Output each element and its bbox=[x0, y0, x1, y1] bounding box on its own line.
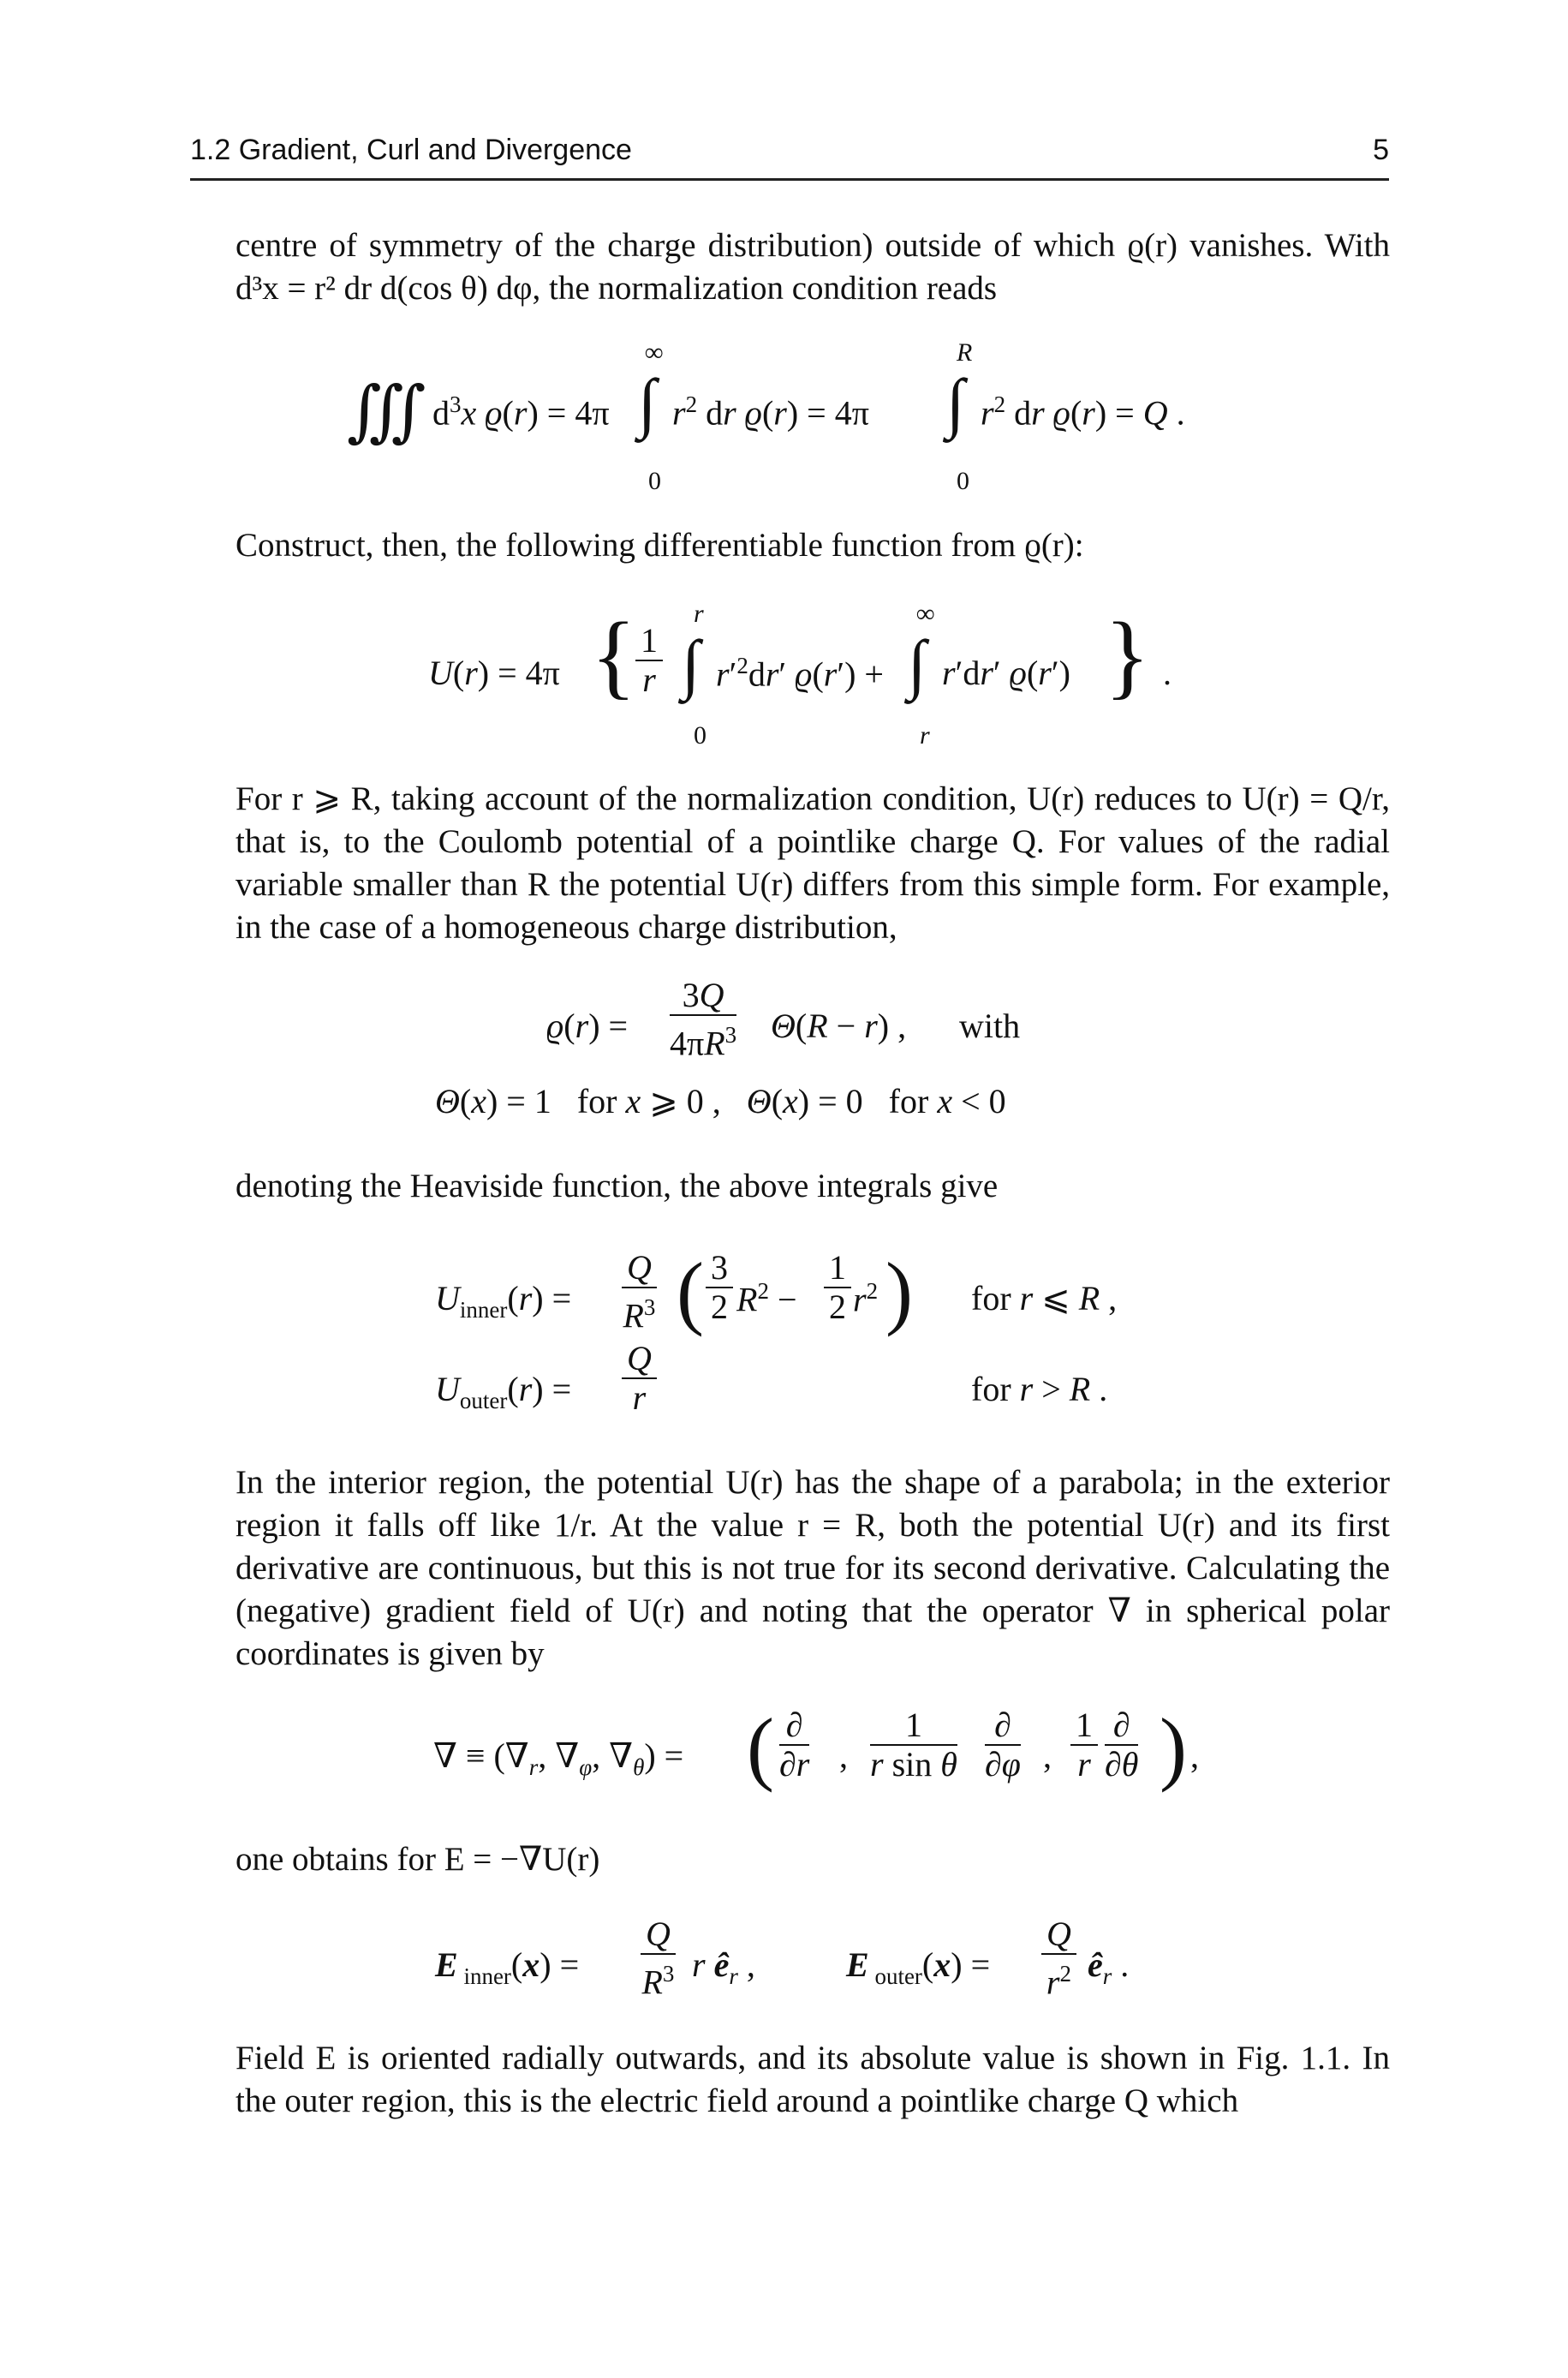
equation-potential: U(r) = 4π { $\frac{1}{r}$ r ∫ 0 $r'^2dr'$ ϱ(r′) + ∞ ∫ r r′dr′ ϱ(r′) } . bbox=[428, 600, 1172, 750]
equation-field: E $_{inner}$(x) = $\frac{Q}{R^3}$ r $ê_r$ , E $_{outer}$(x) = $\frac{Q}{r^2}$ $ê_r$ . bbox=[435, 1915, 1130, 2002]
equation-heaviside: Θ(x) = 1 for x ⩾ 0 , Θ(x) = 0 for x < 0 bbox=[435, 1082, 1006, 1120]
paragraph-7: Field E is oriented radially outwards, and its absolute value is shown in Fig. 1.1. In the outer region, this is the electric field around a pointlike charge Q which bbox=[235, 2040, 1390, 2119]
paragraph-3: For r ⩾ R, taking account of the normalization condition, U(r) reduces to U(r) = Q/r, that is, to the Coulomb potential of a pointlike charge Q. For values of the radial variable smaller than R the potential U(r) differs from this simple form. For example, in the case of a homogeneous charge distribution, bbox=[235, 780, 1390, 946]
section-title: 1.2 Gradient, Curl and Divergence bbox=[190, 134, 632, 166]
paragraph-4: denoting the Heaviside function, the above integrals give bbox=[235, 1168, 999, 1204]
paragraph-6: one obtains for E = −∇U(r) bbox=[235, 1841, 600, 1878]
paragraph-2: Construct, then, the following differentiable function from ϱ(r): bbox=[235, 527, 1084, 564]
paragraph-5: In the interior region, the potential U(r) has the shape of a parabola; in the exterior region it falls off like 1/r. At the value r = R, both the potential U(r) and its first derivative are continuous, but this is not true for its second derivative. Calculating the (negative) gradient field of U(r) and noting that the operator ∇ in spherical polar coordinates is given by bbox=[235, 1464, 1390, 1672]
equation-density: ϱ(r) = $\frac{3Q}{4\pi R^3}$ Θ(R − r) , with bbox=[546, 976, 1021, 1063]
equation-u-piecewise: $U_{inner}(r)$ = $\frac{Q}{R^3}$ ( $\frac{3}{2}$ $R^2$ − $\frac{1}{2}$ $r^2$ ) for r ⩽ R , $U_{outer}(r)$ = $\frac{Q}{r}$ for r > R . bbox=[435, 1246, 1118, 1417]
equation-normalization: ∭ $d^3x$ ϱ(r) = 4π ∞ ∫ 0 $r^2$ dr ϱ(r) = 4π R ∫ 0 $r^2$ dr ϱ(r) = Q . bbox=[347, 338, 1185, 495]
running-header bbox=[190, 127, 1389, 181]
page-number: 5 bbox=[1373, 134, 1389, 166]
equation-nabla: ∇ ≡ ($\nabla_r$, $\nabla_\varphi$, $\nabla_\theta$) = ( ∂ ∂r , $\frac{1}{\text{r sin θ}}$ ∂ ∂φ , $\frac{1}{r}$ ∂ ∂θ ) , bbox=[433, 1701, 1199, 1793]
paragraph-1: centre of symmetry of the charge distribution) outside of which ϱ(r) vanishes. With d³x = r² dr d(cos θ) dφ, the normalization condition reads bbox=[235, 227, 1390, 307]
